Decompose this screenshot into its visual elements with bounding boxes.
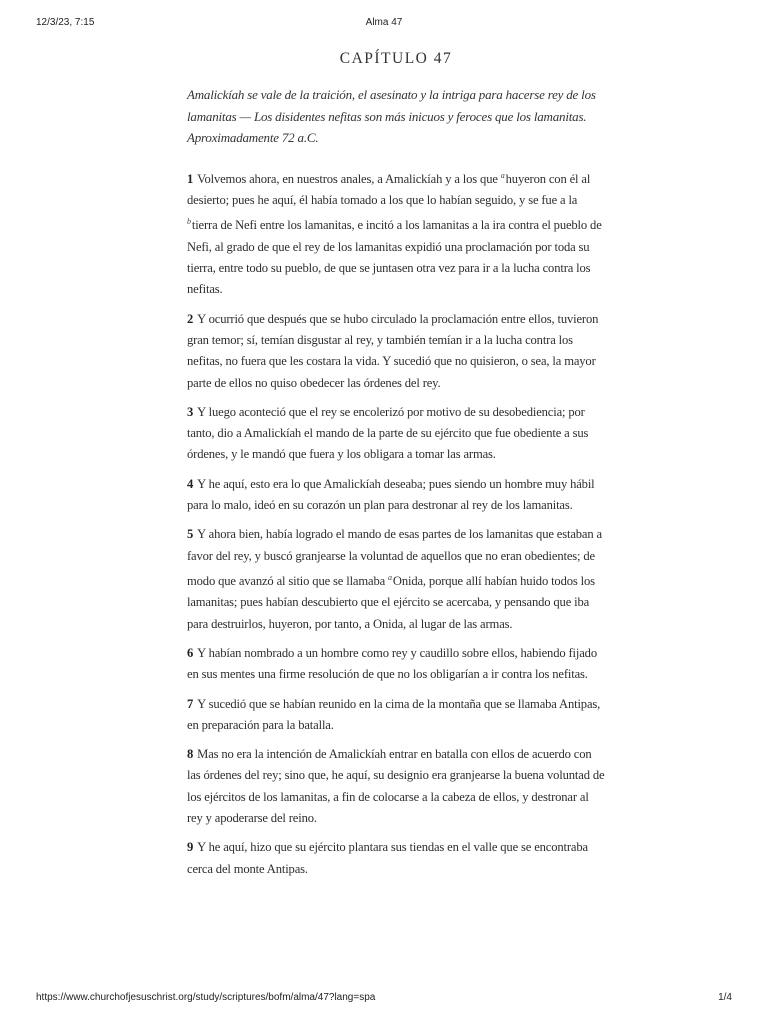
verse-6 [187, 643, 605, 686]
verse-number: 4 [187, 476, 194, 491]
verse-2 [187, 309, 605, 394]
verse-text: Onida, porque allí habían huido todos los lamanitas; pues habían descubierto que el ejército se acercaba, y pensando que iba para destruirlos, huyeron, por tanto, a Onida, al lugar de las armas. [187, 574, 595, 631]
verse-text: Volvemos ahora, en nuestros anales, a Amalickíah y a los que [197, 171, 501, 186]
verse-7 [187, 694, 605, 737]
verse-number: 6 [187, 646, 194, 660]
verse-number: 8 [187, 747, 194, 762]
footnote-marker[interactable]: a [500, 170, 505, 180]
verse-text: huyeron con él al desierto; pues he aquí, él había tomado a los que lo habían seguido, y se fue a la [187, 171, 591, 207]
footnote-marker[interactable]: a [388, 572, 392, 582]
verse-9 [187, 837, 605, 880]
verse-text: tierra de Nefi entre los lamanitas, e incitó a los lamanitas a la ira contra el pueblo de Nefi, al grado de que el rey de los lamanitas expidió una proclamación por toda su tierra, entre todo su pueblo, de que se juntasen otra vez para ir a la lucha contra los nefitas. [187, 218, 602, 297]
verse-text: Y he aquí, esto era lo que Amalickíah deseaba; pues siendo un hombre muy hábil para lo malo, ideó en su corazón un plan para destronar al rey de los lamanitas. [187, 476, 595, 513]
verse-number: 9 [187, 840, 194, 855]
verse-4 [187, 474, 605, 517]
print-date: 12/3/23, 7:15 [36, 17, 95, 28]
print-header [36, 17, 732, 33]
verse-text: Y sucedió que se habían reunido en la cima de la montaña que se llamaba Antipas, en preparación para la batalla. [187, 696, 601, 732]
print-footer [36, 992, 732, 1008]
print-url[interactable]: https://www.churchofjesuschrist.org/study/scriptures/bofm/alma/47?lang=spa [36, 992, 376, 1003]
verse-text: Mas no era la intención de Amalickíah entrar en batalla con ellos de acuerdo con las órdenes del rey; sino que, he aquí, su designio era granjearse la buena voluntad de los ejércitos de los lamanitas, a fin de colocarse a la cabeza de ellos, y destronar al rey y apoderarse del reino. [187, 747, 605, 826]
page-number: 1/4 [718, 992, 732, 1003]
verse-number: 3 [187, 404, 194, 419]
verse-8 [187, 744, 605, 829]
verse-text: Y he aquí, hizo que su ejército plantara sus tiendas en el valle que se encontraba cerca del monte Antipas. [187, 840, 588, 876]
verse-text: Y ocurrió que después que se hubo circulado la proclamación entre ellos, tuvieron gran temor; sí, temían disgustar al rey, y también temían ir a la lucha contra los nefitas, no fuera que les costara la vida. Y sucedió que no quisieron, o sea, la mayor parte de ellos no quiso obedecer las órdenes del rey. [187, 311, 599, 390]
verse-1 [187, 165, 605, 301]
chapter-content [187, 50, 605, 888]
verse-text: Y luego aconteció que el rey se encolerizó por motivo de su desobediencia; por tanto, dio a Amalickíah el mando de la parte de su ejército que fue obediente a sus órdenes, y le mandó que fuera y los obligara a tomar las armas. [187, 404, 589, 462]
print-page-title: Alma 47 [365, 17, 403, 28]
verse-3 [187, 402, 605, 466]
chapter-title: CAPÍTULO 47 [339, 50, 453, 67]
chapter-summary: Amalickíah se vale de la traición, el asesinato y la intriga para hacerse rey de los lamanitas — Los disidentes nefitas son más inicuos y feroces que los lamanitas. Aproximadamente 72 a.C. [187, 87, 596, 145]
verse-number: 2 [187, 311, 194, 326]
verse-text: Y ahora bien, había logrado el mando de esas partes de los lamanitas que estaban a favor del rey, y buscó granjearse la voluntad de aquellos que no eran obedientes; de modo que avanzó al sitio que se llamaba [187, 527, 602, 589]
verse-text: Y habían nombrado a un hombre como rey y caudillo sobre ellos, habiendo fijado en sus mentes una firme resolución de que no los obligarían a ir contra los nefitas. [187, 646, 597, 682]
verse-number: 1 [187, 171, 194, 186]
verse-number: 7 [187, 696, 194, 711]
verse-5 [187, 524, 605, 635]
footnote-marker[interactable]: b [187, 217, 191, 227]
verse-number: 5 [187, 527, 194, 542]
